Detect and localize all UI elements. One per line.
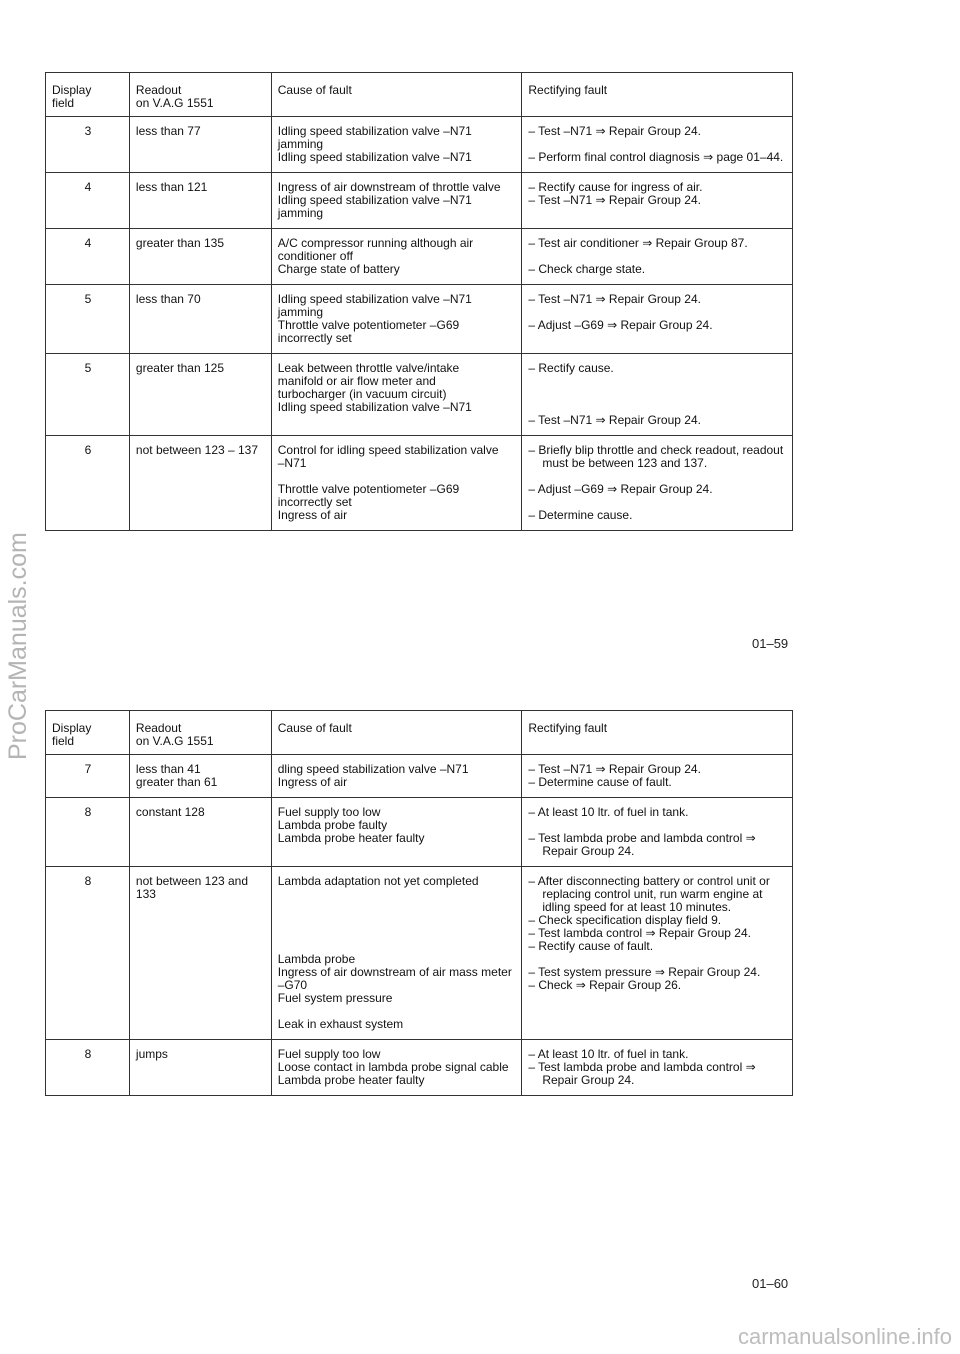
cause-text: jamming (277, 305, 324, 319)
header-text: on V.A.G 1551 (135, 96, 214, 110)
readout-text: less than 41 (135, 762, 201, 776)
cause-text: Lambda probe faulty (277, 818, 388, 832)
rectify-text: – Check specification display field 9. (528, 913, 722, 927)
header-text: Cause of fault (277, 83, 352, 97)
cause-cell (271, 354, 522, 436)
rectify-text: – Test lambda probe and lambda control ⇒ Repair Group 24. (528, 831, 756, 858)
header-cause (271, 711, 522, 755)
cause-text: Idling speed stabilization valve –N71 (277, 193, 472, 207)
readout-text: greater than 135 (135, 236, 224, 250)
cause-text: Fuel supply too low (277, 1047, 381, 1061)
rectify-text: – Adjust –G69 ⇒ Repair Group 24. (528, 482, 713, 496)
rectify-cell (522, 798, 793, 867)
cause-text: manifold or air flow meter and (277, 374, 436, 388)
cause-cell (271, 755, 522, 798)
rectify-text: – After disconnecting battery or control unit or replacing control unit, run warm engine at idling speed for at least 10 minutes. (528, 874, 770, 914)
header-display-field (46, 73, 130, 117)
readout-text: less than 121 (135, 180, 208, 194)
header-cause (271, 73, 522, 117)
rectify-text: – Determine cause of fault. (528, 775, 672, 789)
cause-cell (271, 798, 522, 867)
rectify-text: – Determine cause. (528, 508, 633, 522)
rectify-cell (522, 229, 793, 285)
cause-text: Idling speed stabilization valve –N71 (277, 292, 472, 306)
cause-text: A/C compressor running although air (277, 236, 474, 250)
header-text: on V.A.G 1551 (135, 734, 214, 748)
cause-cell (271, 173, 522, 229)
cause-text: Throttle valve potentiometer –G69 (277, 482, 460, 496)
rectify-text: – Test system pressure ⇒ Repair Group 24. (528, 965, 761, 979)
rectify-cell (522, 436, 793, 531)
cause-text: Throttle valve potentiometer –G69 (277, 318, 460, 332)
table-row (46, 354, 793, 436)
cause-text: dling speed stabilization valve –N71 (277, 762, 469, 776)
cause-text: jamming (277, 206, 324, 220)
fault-table-01-60 (45, 710, 793, 1096)
table-header-row (46, 711, 793, 755)
cause-text: Lambda adaptation not yet completed (277, 874, 479, 888)
header-text: Display (52, 721, 92, 735)
table-row (46, 755, 793, 798)
readout-text: greater than 61 (135, 775, 218, 789)
rectify-text: – At least 10 ltr. of fuel in tank. (528, 1047, 689, 1061)
rectify-cell (522, 285, 793, 354)
header-readout (129, 711, 271, 755)
readout-cell (129, 117, 271, 173)
rectify-text: – Rectify cause. (528, 361, 614, 375)
display-field-cell: 8 (46, 867, 130, 1040)
readout-cell (129, 755, 271, 798)
rectify-text: – Test –N71 ⇒ Repair Group 24. (528, 292, 701, 306)
rectify-text: – Rectify cause for ingress of air. (528, 180, 703, 194)
side-watermark: ProCarManuals.com (4, 532, 32, 760)
cause-cell (271, 117, 522, 173)
header-text: field (52, 96, 75, 110)
rectify-cell (522, 867, 793, 1040)
readout-text: less than 70 (135, 292, 201, 306)
rectify-cell (522, 173, 793, 229)
rectify-text: – Test lambda control ⇒ Repair Group 24. (528, 926, 751, 940)
cause-text: Ingress of air (277, 508, 348, 522)
readout-text: less than 77 (135, 124, 201, 138)
cause-text: Control for idling speed stabilization valve (277, 443, 499, 457)
header-display-field (46, 711, 130, 755)
header-rectifying (522, 73, 793, 117)
header-text: Rectifying fault (528, 83, 608, 97)
readout-cell (129, 173, 271, 229)
header-text: Readout (135, 721, 182, 735)
readout-cell (129, 354, 271, 436)
readout-text: not between 123 – 137 (135, 443, 259, 457)
rectify-text: – Check charge state. (528, 262, 646, 276)
cause-text: conditioner off (277, 249, 353, 263)
readout-cell (129, 1040, 271, 1096)
cause-text: –N71 (277, 456, 307, 470)
header-text: Rectifying fault (528, 721, 608, 735)
rectify-text: – Rectify cause of fault. (528, 939, 654, 953)
display-field-cell: 5 (46, 285, 130, 354)
cause-text: incorrectly set (277, 331, 352, 345)
table-row (46, 867, 793, 1040)
readout-cell (129, 867, 271, 1040)
table-row (46, 1040, 793, 1096)
rectify-text: – Perform final control diagnosis ⇒ page 01–44. (528, 150, 784, 164)
header-text: Display (52, 83, 92, 97)
cause-cell (271, 229, 522, 285)
bottom-watermark: carmanualsonline.info (737, 1324, 952, 1349)
rectify-text: – Check ⇒ Repair Group 26. (528, 978, 682, 992)
header-text: Readout (135, 83, 182, 97)
rectify-cell (522, 1040, 793, 1096)
readout-cell (129, 436, 271, 531)
cause-text: Charge state of battery (277, 262, 400, 276)
page-number: 01–59 (752, 636, 789, 651)
rectify-text: – Test lambda probe and lambda control ⇒ Repair Group 24. (528, 1060, 756, 1087)
table-row (46, 173, 793, 229)
cause-text: Ingress of air (277, 775, 348, 789)
rectify-text: – Test –N71 ⇒ Repair Group 24. (528, 124, 701, 138)
cause-text: jamming (277, 137, 324, 151)
rectify-cell (522, 354, 793, 436)
cause-text: Idling speed stabilization valve –N71 (277, 150, 472, 164)
cause-text: turbocharger (in vacuum circuit) (277, 387, 447, 401)
readout-text: 133 (135, 887, 156, 901)
cause-cell (271, 867, 522, 1040)
table-row (46, 285, 793, 354)
table-row (46, 436, 793, 531)
cause-text: Ingress of air downstream of air mass meter –G70 (277, 965, 512, 992)
cause-text: Leak in exhaust system (277, 1017, 404, 1031)
rectify-text: – Briefly blip throttle and check readout, readout must be between 123 and 137. (528, 443, 784, 470)
display-field-cell: 7 (46, 755, 130, 798)
readout-cell (129, 285, 271, 354)
cause-cell (271, 436, 522, 531)
header-rectifying (522, 711, 793, 755)
display-field-cell: 6 (46, 436, 130, 531)
rectify-text: – Test –N71 ⇒ Repair Group 24. (528, 762, 701, 776)
cause-text: Lambda probe heater faulty (277, 831, 425, 845)
header-text: field (52, 734, 75, 748)
header-readout (129, 73, 271, 117)
cause-text: Leak between throttle valve/intake (277, 361, 460, 375)
rectify-text: – Test –N71 ⇒ Repair Group 24. (528, 193, 701, 207)
rectify-cell (522, 755, 793, 798)
display-field-cell: 8 (46, 798, 130, 867)
cause-text: Loose contact in lambda probe signal cable (277, 1060, 509, 1074)
cause-text: Ingress of air downstream of throttle valve (277, 180, 501, 194)
rectify-text: – Test –N71 ⇒ Repair Group 24. (528, 413, 701, 427)
cause-text: incorrectly set (277, 495, 352, 509)
display-field-cell: 3 (46, 117, 130, 173)
cause-text: Lambda probe heater faulty (277, 1073, 425, 1087)
readout-text: constant 128 (135, 805, 205, 819)
cause-text: Idling speed stabilization valve –N71 (277, 124, 472, 138)
page-number: 01–60 (752, 1276, 789, 1291)
rectify-text: – Adjust –G69 ⇒ Repair Group 24. (528, 318, 713, 332)
rectify-text: – At least 10 ltr. of fuel in tank. (528, 805, 689, 819)
cause-cell (271, 285, 522, 354)
rectify-text: – Test air conditioner ⇒ Repair Group 87. (528, 236, 748, 250)
cause-text: Fuel system pressure (277, 991, 393, 1005)
display-field-cell: 4 (46, 173, 130, 229)
fault-table-01-59 (45, 72, 793, 531)
cause-text: Idling speed stabilization valve –N71 (277, 400, 472, 414)
readout-text: not between 123 and (135, 874, 249, 888)
header-text: Cause of fault (277, 721, 352, 735)
display-field-cell: 5 (46, 354, 130, 436)
display-field-cell: 4 (46, 229, 130, 285)
readout-text: jumps (135, 1047, 168, 1061)
cause-cell (271, 1040, 522, 1096)
readout-text: greater than 125 (135, 361, 224, 375)
cause-text: Lambda probe (277, 952, 356, 966)
table-header-row (46, 73, 793, 117)
table-row (46, 798, 793, 867)
table-row (46, 229, 793, 285)
display-field-cell: 8 (46, 1040, 130, 1096)
rectify-cell (522, 117, 793, 173)
readout-cell (129, 798, 271, 867)
cause-text: Fuel supply too low (277, 805, 381, 819)
table-row (46, 117, 793, 173)
readout-cell (129, 229, 271, 285)
